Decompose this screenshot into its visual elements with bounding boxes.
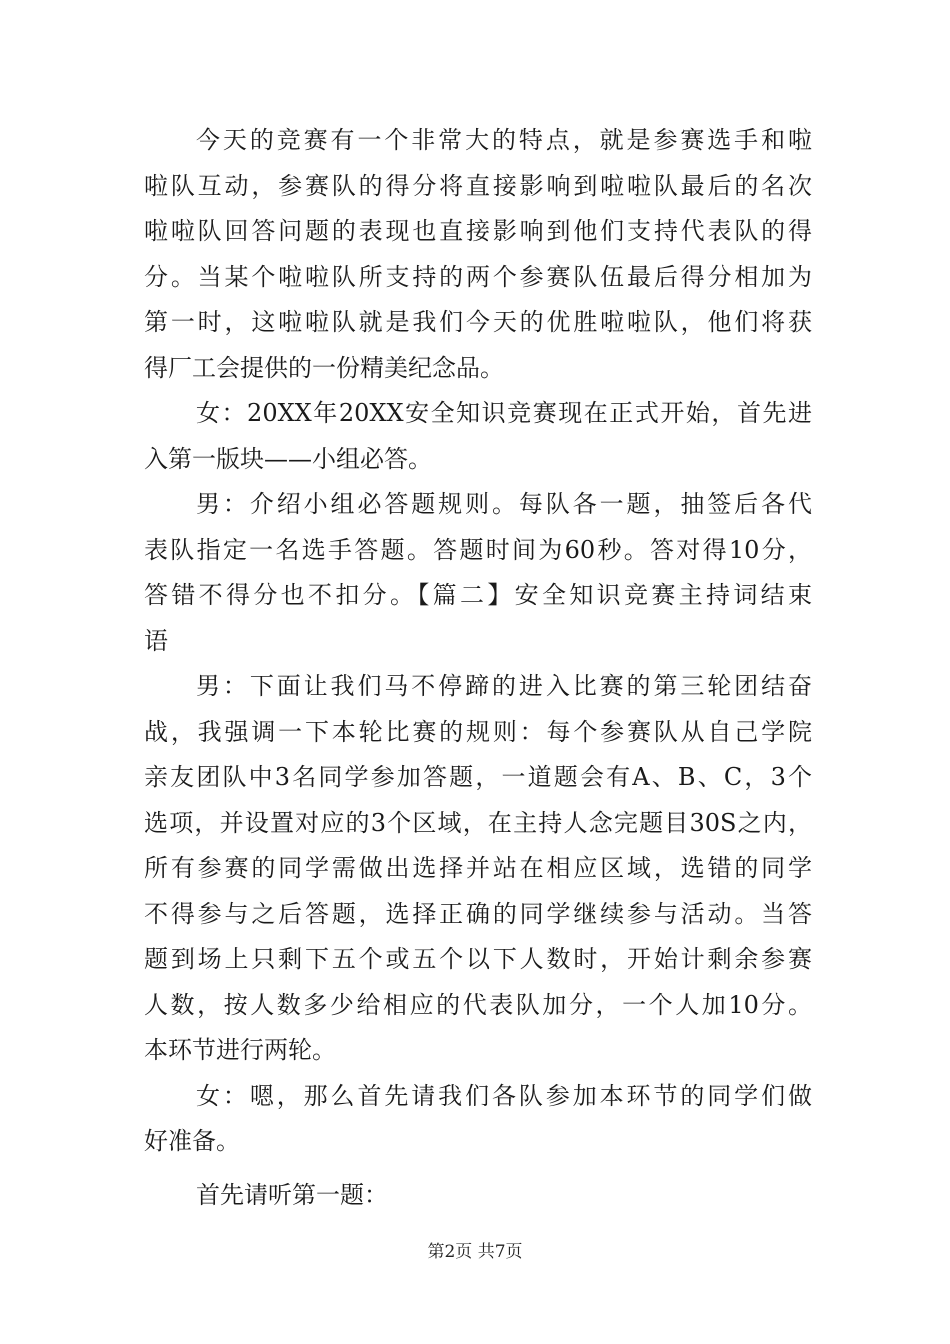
- paragraph-line: 好准备。: [144, 1127, 240, 1155]
- paragraph-line: 语: [144, 626, 168, 655]
- paragraph-line: 男：下面让我们马不停蹄的进入比赛的第三轮团结奋: [196, 672, 812, 700]
- paragraph-line: 选项，并设置对应的3个区域，在主持人念完题目30S之内，: [144, 808, 812, 837]
- paragraph-line: 不得参与之后答题，选择正确的同学继续参与活动。当答: [144, 899, 812, 928]
- paragraph-line: 啦队互动，参赛队的得分将直接影响到啦啦队最后的名次: [144, 171, 812, 200]
- paragraph-line: 啦啦队回答问题的表现也直接影响到他们支持代表队的得: [144, 217, 812, 245]
- paragraph-line: 表队指定一名选手答题。答题时间为60秒。答对得10分，: [144, 535, 812, 564]
- paragraph-line: 入第一版块——小组必答。: [144, 444, 432, 473]
- paragraph-line: 今天的竞赛有一个非常大的特点，就是参赛选手和啦: [196, 126, 812, 154]
- document-body: [144, 118, 812, 1218]
- paragraph-line: 人数，按人数多少给相应的代表队加分，一个人加10分。: [144, 990, 812, 1019]
- page-number-footer: 第2页 共7页: [427, 1242, 523, 1262]
- paragraph-line: 题到场上只剩下五个或五个以下人数时，开始计剩余参赛: [144, 945, 812, 973]
- paragraph-line: 分。当某个啦啦队所支持的两个参赛队伍最后得分相加为: [144, 262, 812, 291]
- paragraph-line: 首先请听第一题：: [196, 1180, 388, 1209]
- paragraph-line: 亲友团队中3名同学参加答题，一道题会有A、B、C，3个: [144, 763, 812, 791]
- paragraph-line: 第一时，这啦啦队就是我们今天的优胜啦啦队，他们将获: [144, 308, 812, 336]
- paragraph-line: 本环节进行两轮。: [144, 1036, 336, 1064]
- paragraph-line: 女：20XX年20XX安全知识竞赛现在正式开始，首先进: [196, 399, 812, 427]
- paragraph-line: 所有参赛的同学需做出选择并站在相应区域，选错的同学: [144, 854, 812, 882]
- paragraph-line: 得厂工会提供的一份精美纪念品。: [144, 353, 504, 382]
- paragraph-line: 答错不得分也不扣分。【篇二】安全知识竞赛主持词结束: [144, 581, 812, 609]
- paragraph-line: 男：介绍小组必答题规则。每队各一题，抽签后各代: [196, 490, 812, 518]
- paragraph-line: 女：嗯，那么首先请我们各队参加本环节的同学们做: [196, 1081, 812, 1110]
- paragraph-line: 战，我强调一下本轮比赛的规则：每个参赛队从自己学院: [144, 717, 812, 746]
